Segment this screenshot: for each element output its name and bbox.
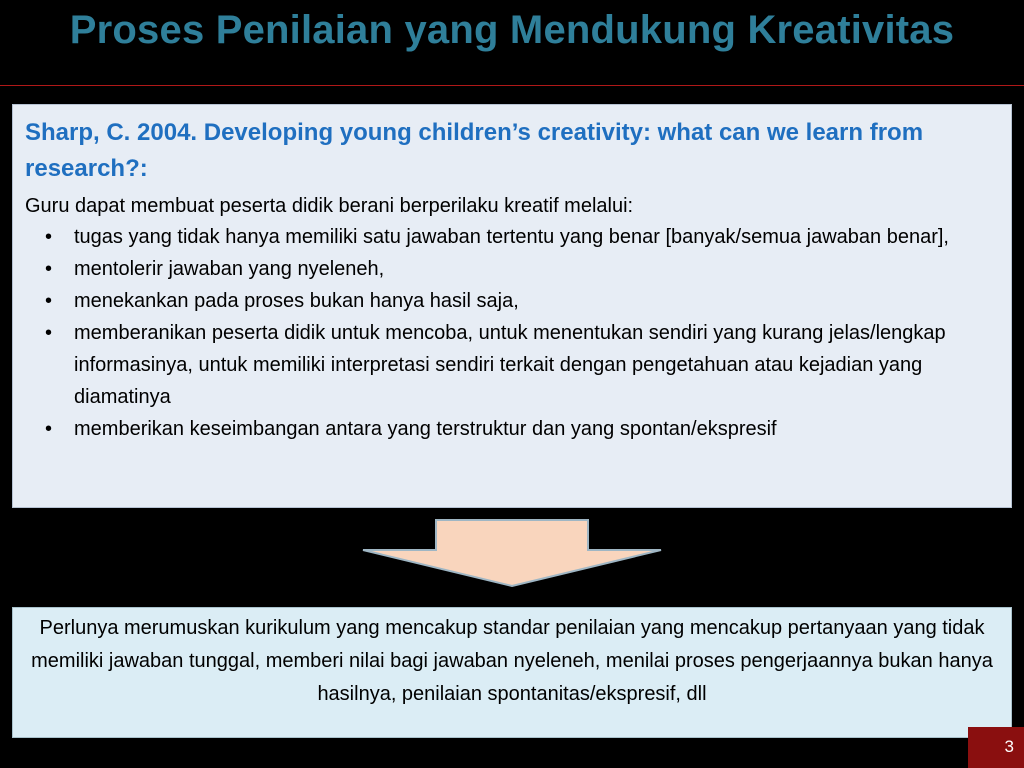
list-item (25, 317, 999, 413)
bullet-list (25, 221, 999, 445)
down-arrow-icon (362, 519, 662, 587)
arrow-shape (363, 520, 661, 586)
list-item-text: menekankan pada proses bukan hanya hasil saja, (74, 290, 519, 312)
bullet-icon: • (45, 290, 53, 312)
reference-citation: Sharp, C. 2004. Developing young children’s creativity: what can we learn from research?: (25, 119, 924, 182)
list-item-text: memberikan keseimbangan antara yang terstruktur dan yang spontan/ekspresif (74, 418, 777, 440)
list-item (25, 221, 999, 253)
bullet-icon: • (45, 418, 53, 440)
page-number: 3 (968, 727, 1024, 768)
bullet-icon: • (45, 226, 53, 248)
list-item-text: mentolerir jawaban yang nyeleneh, (74, 258, 385, 280)
bullet-icon: • (45, 322, 53, 344)
list-item (25, 285, 999, 317)
list-item-text: tugas yang tidak hanya memiliki satu jawaban tertentu yang benar [banyak/semua jawaban benar], (74, 226, 949, 248)
list-item (25, 253, 999, 285)
slide-title: Proses Penilaian yang Mendukung Kreativitas (69, 8, 955, 52)
conclusion-text: Perlunya merumuskan kurikulum yang mencakup standar penilaian yang mencakup pertanyaan yang tidak memiliki jawaban tunggal, memberi nilai bagi jawaban nyeleneh, menilai proses pengerjaannya bukan hanya hasilnya, penilaian spontanitas/ekspresif, dll (31, 617, 993, 705)
conclusion-box (12, 607, 1012, 738)
intro-text: Guru dapat membuat peserta didik berani berperilaku kreatif melalui: (25, 195, 634, 217)
list-item-text: memberanikan peserta didik untuk mencoba, untuk menentukan sendiri yang kurang jelas/lengkap informasinya, untuk memiliki interpretasi sendiri terkait dengan pengetahuan atau kejadian yang diamatinya (74, 322, 946, 408)
bullet-icon: • (45, 258, 53, 280)
title-divider (0, 85, 1024, 86)
list-item (25, 413, 999, 445)
reference-box (12, 104, 1012, 508)
